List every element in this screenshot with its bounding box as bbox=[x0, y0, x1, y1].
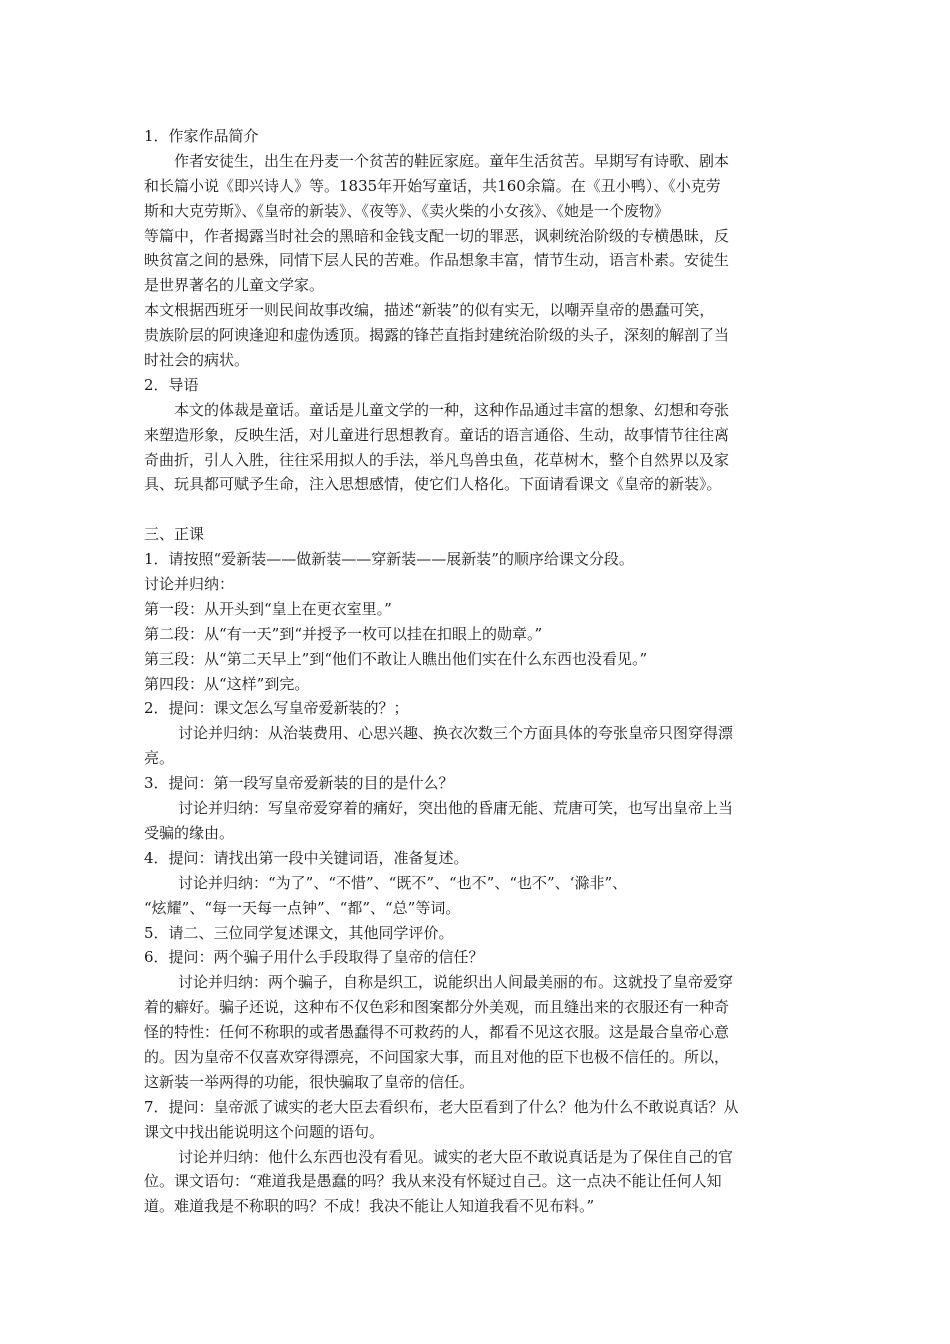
paragraph-line: 第二段：从“有一天”到“并授予一枚可以挂在扣眼上的勋章。” bbox=[144, 624, 543, 643]
paragraph-line: “炫耀”、“每一天每一点钟”、“都”、“总”等词。 bbox=[144, 898, 461, 917]
paragraph-line: 贵族阶层的阿谀逢迎和虚伪透顶。揭露的锋芒直指封建统治阶级的头子，深刻的解剖了当 bbox=[144, 326, 730, 345]
paragraph-line: 时社会的病状。 bbox=[144, 351, 250, 370]
answer-line: 讨论并归纳：写皇帝爱穿着的痛好，突出他的昏庸无能、荒唐可笑，也写出皇帝上当 bbox=[178, 799, 734, 818]
paragraph-line: 是世界著名的儿童文学家。 bbox=[144, 276, 325, 295]
paragraph-line: 第一段：从开头到“皇上在更衣室里。” bbox=[144, 599, 392, 618]
paragraph-line: 着的癖好。骗子还说，这种布不仅色彩和图案都分外美观，而且缝出来的衣服还有一种奇 bbox=[144, 998, 730, 1017]
section-heading: 三、正课 bbox=[144, 525, 205, 544]
answer-line: 讨论并归纳：“为了”、“不惜”、“既不”、“也不”、“也不”、‘滁非”、 bbox=[178, 873, 628, 892]
paragraph-line: 道。难道我是不称职的吗？不成！我决不能让人知道我看不见布料。” bbox=[144, 1197, 595, 1216]
answer-line: 讨论并归纳：两个骗子，自称是织工，说能织出人间最美丽的布。这就投了皇帝爱穿 bbox=[178, 973, 734, 992]
paragraph-line: 映贫富之间的悬殊，同情下层人民的苦难。作品想象丰富，情节生动，语言朴素。安徒生 bbox=[144, 251, 730, 270]
section-heading: 1．作家作品简介 bbox=[144, 127, 259, 145]
question-line: 2．提问：课文怎么写皇帝爱新装的？； bbox=[144, 699, 409, 718]
question-line: 6．提问：两个骗子用什么手段取得了皇帝的信任？ bbox=[144, 948, 484, 967]
paragraph-line: 本文根据西班牙一则民间故事改编，描述“新装”的似有实无，以嘲弄皇帝的愚蠢可笑， bbox=[144, 301, 715, 320]
paragraph-line: 受骗的缘由。 bbox=[144, 823, 235, 842]
paragraph-line: 讨论并归纳： bbox=[144, 575, 235, 594]
question-line: 7．提问：皇帝派了诚实的老大臣去看织布，老大臣看到了什么？他为什么不敢说真话？从 bbox=[144, 1097, 739, 1116]
question-line: 1．请按照“爱新装——做新装——穿新装——展新装”的顺序给课文分段。 bbox=[144, 550, 634, 569]
paragraph-line: 这新装一举两得的功能，很快骗取了皇帝的信任。 bbox=[144, 1072, 475, 1091]
paragraph-line: 的。因为皇帝不仅喜欢穿得漂亮，不问国家大事，而且对他的臣下也极不信任的。所以， bbox=[144, 1047, 730, 1066]
answer-line: 讨论并归纳：从治装费用、心思兴趣、换衣次数三个方面具体的夸张皇帝只图穿得漂 bbox=[178, 724, 734, 743]
paragraph-line: 等篇中，作者揭露当时社会的黑暗和金钱支配一切的罪恶，讽刺统治阶级的专横愚昧，反 bbox=[144, 226, 730, 245]
paragraph-line: 第四段：从“这样”到完。 bbox=[144, 674, 310, 693]
paragraph-line: 课文中找出能说明这个问题的语句。 bbox=[144, 1122, 385, 1141]
paragraph-line: 第三段：从“第二天早上”到“他们不敢让人瞧出他们实在什么东西也没看见。” bbox=[144, 649, 648, 668]
paragraph-line: 奇曲折，引人入胜，往往采用拟人的手法，举凡鸟兽虫鱼，花草树木，整个自然界以及家 bbox=[144, 450, 730, 469]
paragraph-line: 本文的体裁是童话。童话是儿童文学的一种，这种作品通过丰富的想象、幻想和夸张 bbox=[174, 400, 730, 419]
question-line: 4．提问：请找出第一段中关键词语，准备复述。 bbox=[144, 848, 469, 867]
paragraph-line: 作者安徒生，出生在丹麦一个贫苦的鞋匠家庭。童年生活贫苦。早期写有诗歌、剧本 bbox=[174, 151, 730, 170]
blank-line bbox=[144, 497, 812, 522]
paragraph-line: 亮。 bbox=[144, 749, 175, 768]
paragraph-line: 具、玩具都可赋予生命，注入思想感情，使它们人格化。下面请看课文《皇帝的新装》。 bbox=[144, 475, 722, 494]
paragraph-line: 位。课文语句：“难道我是愚蠢的吗？我从来没有怀疑过自己。这一点决不能让任何人知 bbox=[144, 1172, 722, 1191]
paragraph-line: 怪的特性：任何不称职的或者愚蠢得不可救药的人，都看不见这衣服。这是最合皇帝心意 bbox=[144, 1023, 730, 1042]
answer-line: 讨论并归纳：他什么东西也没有看见。诚实的老大臣不敢说真话是为了保住自己的官 bbox=[178, 1147, 734, 1166]
question-line: 5．请二、三位同学复述课文，其他同学评价。 bbox=[144, 923, 454, 942]
paragraph-line: 斯和大克劳斯》、《皇帝的新装》、《夜等》、《卖火柴的小女孩》、《她是一个废物》 bbox=[144, 201, 670, 220]
paragraph-line: 和长篇小说《即兴诗人》等。1835年开始写童话，共160余篇。在《丑小鸭）、《小克劳 bbox=[144, 176, 721, 195]
question-line: 3．提问：第一段写皇帝爱新装的目的是什么？ bbox=[144, 774, 454, 793]
document-body bbox=[144, 124, 812, 1219]
paragraph-line: 来塑造形象，反映生活，对儿童进行思想教育。童话的语言通俗、生动，故事情节往往离 bbox=[144, 425, 730, 444]
section-heading: 2．导语 bbox=[144, 375, 199, 394]
